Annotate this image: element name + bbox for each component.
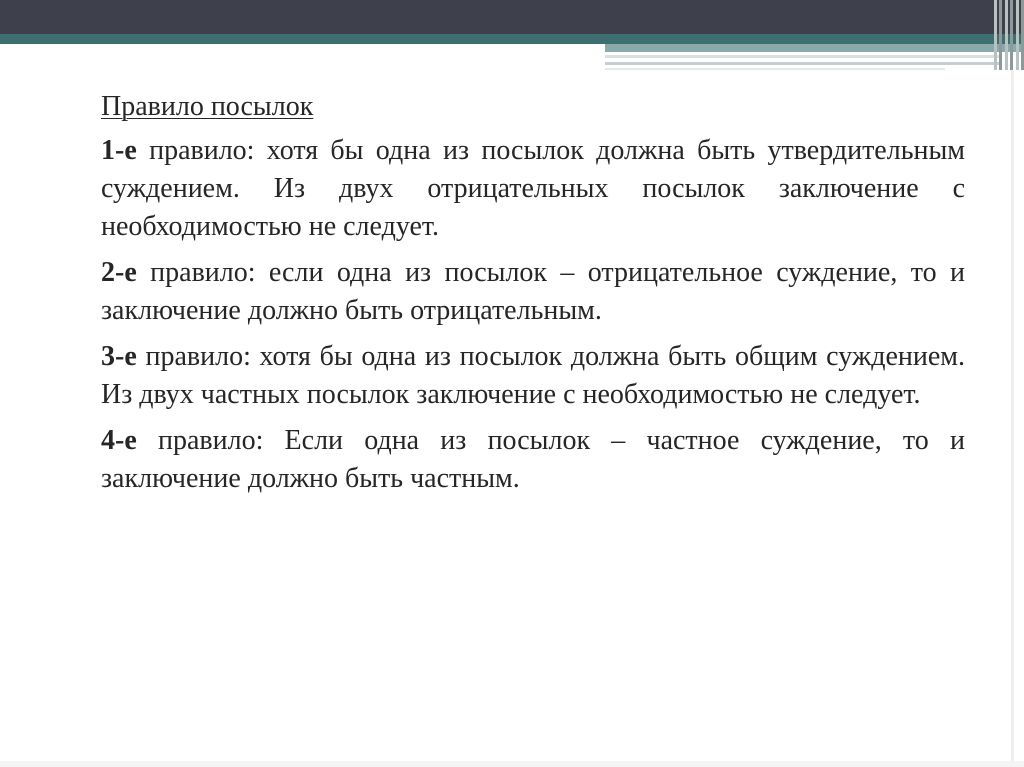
rule-paragraph — [101, 254, 965, 330]
rule-text: правило: хотя бы одна из посылок должна быть общим суждением. Из двух частных посылок заключение с необходимостью не следует. — [101, 341, 965, 410]
slide-edge — [1011, 70, 1014, 767]
header-decor-line — [605, 68, 945, 70]
slide-body — [101, 88, 965, 506]
rule-number: 1-е — [101, 135, 137, 166]
rule-text: правило: Если одна из посылок – частное суждение, то и заключение должно быть частным. — [101, 425, 965, 494]
rule-number: 3-е — [101, 341, 137, 372]
slide-bottom-edge — [0, 761, 1024, 767]
header-decor-line — [605, 55, 1000, 58]
header-decor-line — [605, 62, 1000, 65]
header-vertical-bars — [994, 0, 1024, 70]
rule-number: 2-е — [101, 257, 137, 288]
page-title: Правило посылок — [101, 91, 314, 122]
header-bar — [0, 0, 1024, 34]
header-accent-light — [605, 44, 1024, 52]
rule-paragraph — [101, 338, 965, 414]
rule-paragraph — [101, 422, 965, 498]
rule-paragraph — [101, 132, 965, 246]
rule-text: правило: если одна из посылок – отрицательное суждение, то и заключение должно быть отрицательным. — [101, 257, 965, 326]
header-accent-stripe — [0, 34, 1024, 44]
rule-text: правило: хотя бы одна из посылок должна быть утвердительным суждением. Из двух отрицательных посылок заключение с необходимостью не следует. — [101, 135, 965, 242]
rule-number: 4-е — [101, 425, 137, 456]
